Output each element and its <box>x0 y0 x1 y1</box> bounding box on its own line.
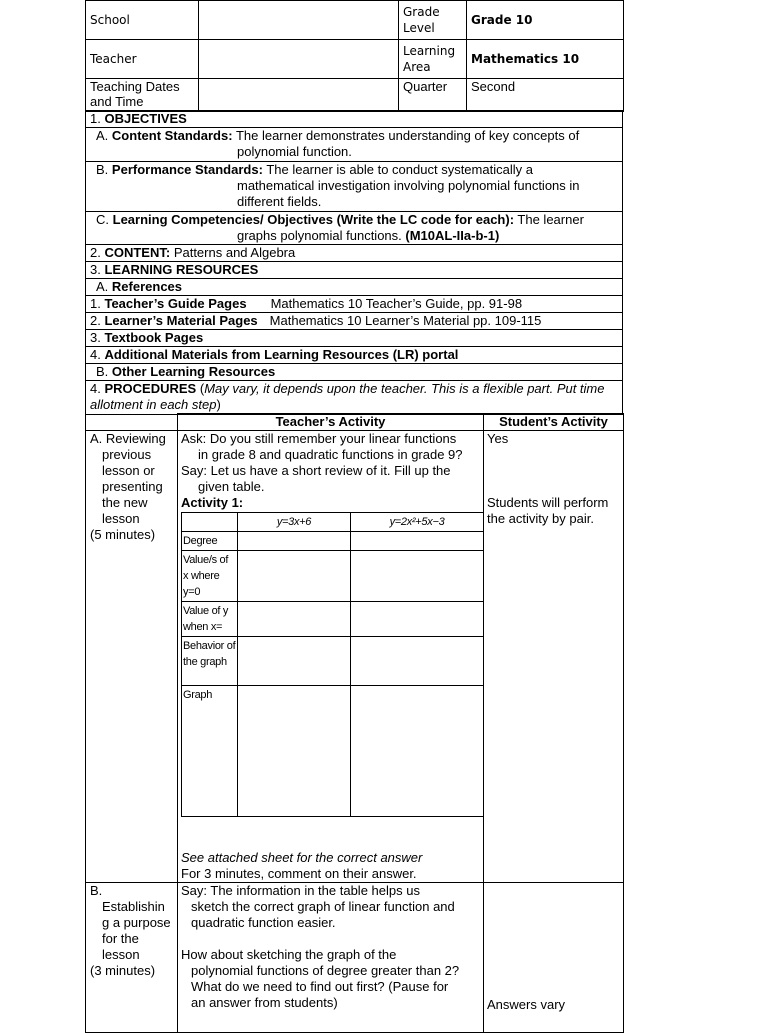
answer-note: See attached sheet for the correct answer <box>181 850 423 865</box>
cell-y-linear[interactable] <box>238 602 351 637</box>
teacher-activity-header: Teacher’s Activity <box>178 414 484 431</box>
objectives-heading: 1. OBJECTIVES <box>86 111 623 128</box>
teachers-guide-row: 1. Teacher’s Guide Pages Mathematics 10 Teacher’s Guide, pp. 91-98 <box>86 296 623 313</box>
grade-level-value: Grade 10 <box>467 1 624 40</box>
cell-behavior-quadratic[interactable] <box>351 637 484 686</box>
learning-area-value: Mathematics 10 <box>467 40 624 79</box>
learning-area-label: Learning Area <box>399 40 467 79</box>
activity-1-label: Activity 1: <box>181 495 244 510</box>
objectives-table <box>85 110 623 415</box>
student-activity-header: Student’s Activity <box>484 414 624 431</box>
procedures-table <box>85 413 624 1033</box>
cell-zeros-linear[interactable] <box>238 551 351 602</box>
header-table <box>85 0 624 112</box>
activity-1-table <box>181 512 484 817</box>
step-b-teacher: Say: The information in the table helps us sketch the correct graph of linear function and quadratic function easier. How about sketching the graph of the polynomial functions of degree greater than 2? What do we need to find out first? (Pause for an answer from students) <box>178 883 484 1033</box>
teacher-field[interactable] <box>199 40 399 79</box>
cell-behavior-linear[interactable] <box>238 637 351 686</box>
quarter-label: Quarter <box>399 79 467 112</box>
row-behavior: Behavior of the graph <box>182 637 238 686</box>
quadratic-equation-header: y=2x²+5x−3 <box>351 513 484 532</box>
step-a-student: Yes Students will perform the activity by pair. <box>484 431 624 883</box>
cell-degree-quadratic[interactable] <box>351 532 484 551</box>
performance-standards: B. Performance Standards: The learner is able to conduct systematically a mathematical investigation involving polynomial functions in different fields. <box>86 162 623 212</box>
cell-degree-linear[interactable] <box>238 532 351 551</box>
step-b-label: B. Establishin g a purpose for the lesson (3 minutes) <box>86 883 178 1033</box>
step-b-student: Answers vary <box>484 883 624 1033</box>
learning-resources-heading: 3. LEARNING RESOURCES <box>86 262 623 279</box>
content-standards: A. Content Standards: The learner demonstrates understanding of key concepts of polynomial function. <box>86 128 623 162</box>
other-resources-row: B. Other Learning Resources <box>86 364 623 381</box>
cell-graph-linear[interactable] <box>238 686 351 817</box>
row-y-intercept: Value of y when x= <box>182 602 238 637</box>
lesson-plan-page <box>85 0 623 1024</box>
learners-material-row: 2. Learner’s Material Pages Mathematics 10 Learner’s Material pp. 109-115 <box>86 313 623 330</box>
quarter-value: Second <box>467 79 624 112</box>
teaching-dates-label: Teaching Dates and Time <box>86 79 199 112</box>
comment-note: For 3 minutes, comment on their answer. <box>181 866 417 881</box>
learning-competencies: C. Learning Competencies/ Objectives (Write the LC code for each): The learner graphs polynomial functions. (M10AL-IIa-b-1) <box>86 212 623 245</box>
textbook-row: 3. Textbook Pages <box>86 330 623 347</box>
teacher-label: Teacher <box>86 40 199 79</box>
school-label: School <box>86 1 199 40</box>
step-a-label: A. Reviewing previous lesson or presenting the new lesson (5 minutes) <box>86 431 178 883</box>
row-degree: Degree <box>182 532 238 551</box>
references-heading: A. References <box>86 279 623 296</box>
grade-level-label: Grade Level <box>399 1 467 40</box>
additional-materials-row: 4. Additional Materials from Learning Resources (LR) portal <box>86 347 623 364</box>
step-a-teacher: Ask: Do you still remember your linear functions in grade 8 and quadratic functions in grade 9? Say: Let us have a short review of it. Fill up the given table. Activity 1: y=3x+6 y=2x²+5x−3 Degree Value/s of x where y=0 Value of y when x= Behavior of the graph Graph See attached sheet for the correct answer For 3 minutes, comment on their answer. <box>178 431 484 883</box>
row-zeros: Value/s of x where y=0 <box>182 551 238 602</box>
procedures-heading: 4. PROCEDURES (May vary, it depends upon the teacher. This is a flexible part. Put time allotment in each step) <box>86 381 623 415</box>
cell-graph-quadratic[interactable] <box>351 686 484 817</box>
school-field[interactable] <box>199 1 399 40</box>
cell-y-quadratic[interactable] <box>351 602 484 637</box>
row-graph: Graph <box>182 686 238 817</box>
cell-zeros-quadratic[interactable] <box>351 551 484 602</box>
teaching-dates-field[interactable] <box>199 79 399 112</box>
content-row: 2. CONTENT: Patterns and Algebra <box>86 245 623 262</box>
linear-equation-header: y=3x+6 <box>238 513 351 532</box>
